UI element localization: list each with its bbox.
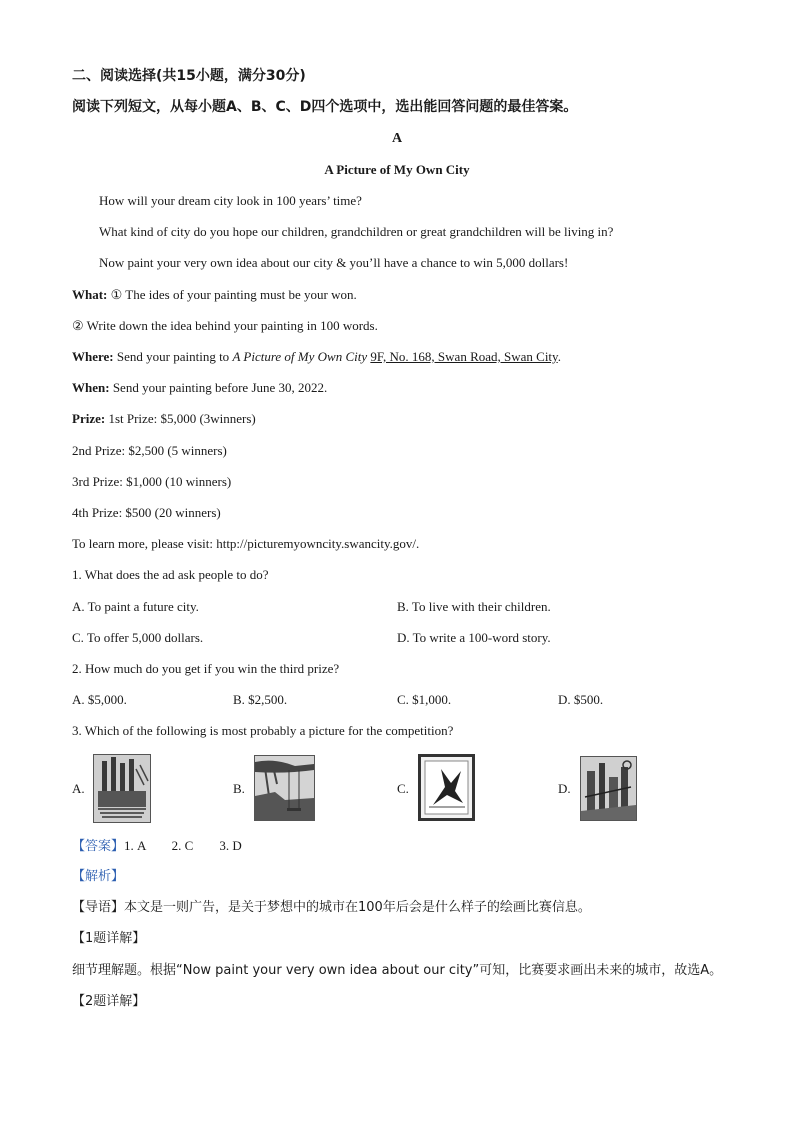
when-line xyxy=(72,379,327,397)
question-1-stem: 1. What does the ad ask people to do? xyxy=(72,567,269,582)
learn-more-line: To learn more, please visit: http://picturemyowncity.swancity.gov/. xyxy=(72,536,420,551)
picture-b-tree-swing xyxy=(254,755,315,821)
q1-detail-heading: 【1题详解】 xyxy=(72,931,146,946)
question-1-option-a: A. To paint a future city. xyxy=(72,599,199,614)
prize-2: 2nd Prize: $2,500 (5 winners) xyxy=(72,443,227,458)
passage-paragraph-3: Now paint your very own idea about our city & you’ll have a chance to win 5,000 dollars! xyxy=(99,255,569,270)
question-2-stem: 2. How much do you get if you win the third prize? xyxy=(72,661,340,676)
where-label: Where: xyxy=(72,349,114,364)
prize-1: 1st Prize: $5,000 (3winners) xyxy=(108,411,256,426)
prize-3: 3rd Prize: $1,000 (10 winners) xyxy=(72,474,232,489)
where-end: . xyxy=(557,349,561,364)
where-line xyxy=(72,348,561,366)
picture-a-factory-city xyxy=(93,754,151,823)
question-1-option-d: D. To write a 100-word story. xyxy=(397,630,551,645)
answer-tag: 【答案】 xyxy=(72,839,125,854)
question-2-option-c: C. $1,000. xyxy=(397,692,452,707)
prize-line-1 xyxy=(72,410,256,428)
analysis-tag: 【解析】 xyxy=(72,869,125,884)
question-3-option-d-label: D. xyxy=(558,781,571,796)
question-3-stem: 3. Which of the following is most probably a picture for the competition? xyxy=(72,723,454,738)
section-instruction: 阅读下列短文，从每小题A、B、C、D四个选项中，选出能回答问题的最佳答案。 xyxy=(72,99,578,115)
analysis-guide: 【导语】本文是一则广告，是关于梦想中的城市在100年后会是什么样子的绘画比赛信息。 xyxy=(72,900,591,915)
question-2-option-d: D. $500. xyxy=(558,692,604,707)
q2-detail-heading: 【2题详解】 xyxy=(72,994,146,1009)
passage-title: A Picture of My Own City xyxy=(324,162,470,177)
passage-paragraph-1: How will your dream city look in 100 years’ time? xyxy=(99,193,362,208)
answer-line xyxy=(72,837,242,856)
passage-label: A xyxy=(391,131,403,146)
q1-detail-text: 细节理解题。根据“Now paint your very own idea about our city”可知，比赛要求画出未来的城市，故选A。 xyxy=(72,963,723,978)
question-2-option-b: B. $2,500. xyxy=(233,692,288,707)
answer-values: 1. A 2. C 3. D xyxy=(124,838,242,853)
question-2-option-a: A. $5,000. xyxy=(72,692,127,707)
picture-d-future-city xyxy=(580,756,637,821)
question-3-option-a-label: A. xyxy=(72,781,85,796)
what-label: What: xyxy=(72,287,108,302)
what-item-2: ② Write down the idea behind your painting in 100 words. xyxy=(72,318,378,333)
picture-c-butterfly xyxy=(418,754,475,821)
question-3-option-c-label: C. xyxy=(397,781,409,796)
prize-label: Prize: xyxy=(72,411,106,426)
what-item-1: ① The ides of your painting must be your won. xyxy=(110,287,357,302)
section-heading: 二、阅读选择(共15小题，满分30分) xyxy=(72,68,306,84)
when-text: Send your painting before June 30, 2022. xyxy=(112,380,328,395)
passage-paragraph-2: What kind of city do you hope our children, grandchildren or great grandchildren will be living in? xyxy=(99,224,614,239)
when-label: When: xyxy=(72,380,110,395)
prize-4: 4th Prize: $500 (20 winners) xyxy=(72,505,221,520)
question-1-option-b: B. To live with their children. xyxy=(397,599,551,614)
where-address: 9F, No. 168, Swan Road, Swan City xyxy=(370,349,558,364)
what-line xyxy=(72,286,357,304)
where-title: A Picture of My Own City xyxy=(232,349,368,364)
question-1-option-c: C. To offer 5,000 dollars. xyxy=(72,630,204,645)
question-3-option-b-label: B. xyxy=(233,781,245,796)
where-text: Send your painting to xyxy=(116,349,230,364)
